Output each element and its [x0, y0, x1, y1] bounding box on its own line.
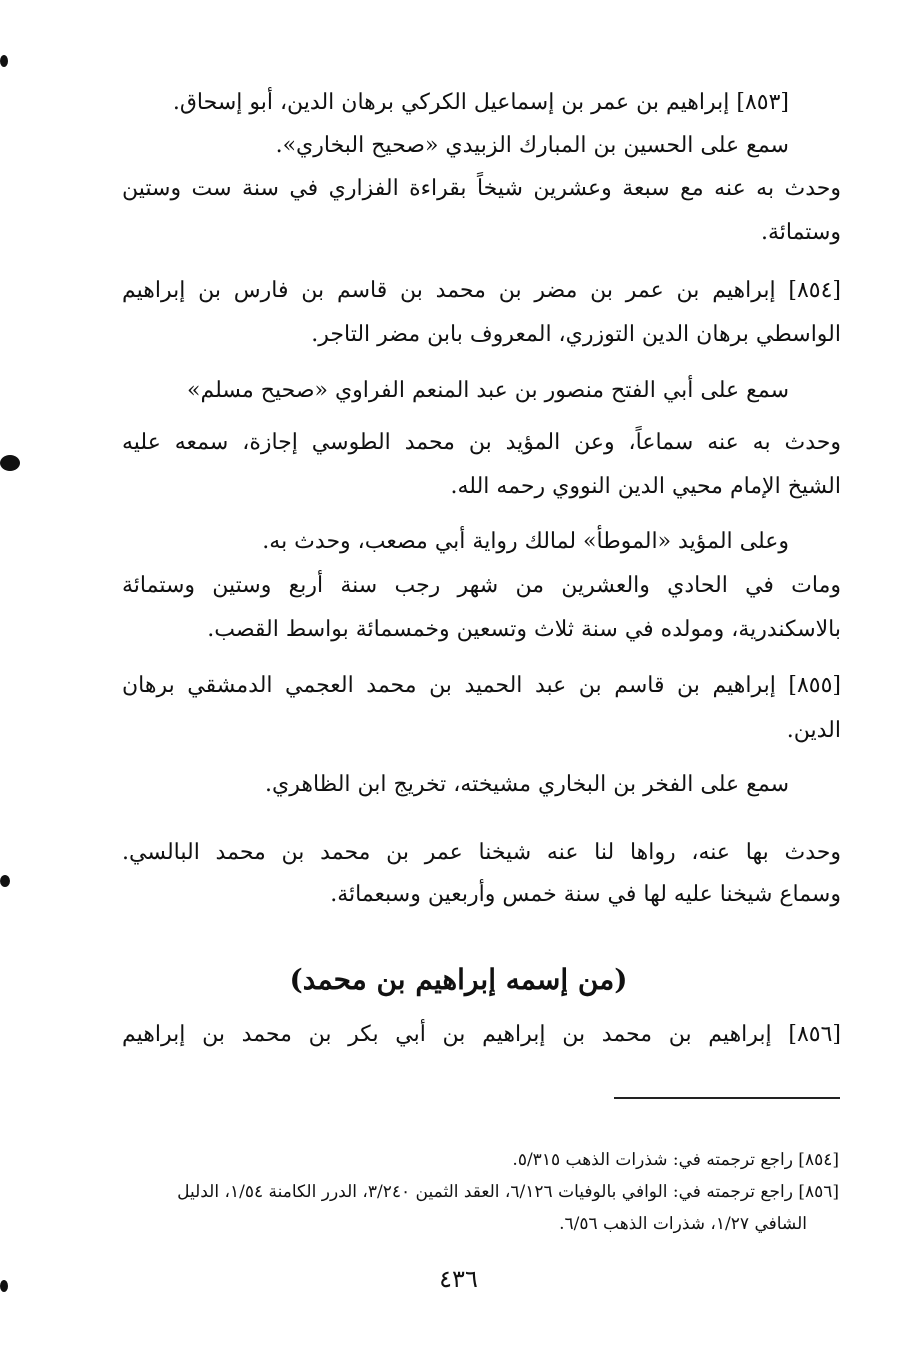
section-heading: (من إسمه إبراهيم بن محمد) — [289, 963, 628, 996]
entry-854-text: الشيخ الإمام محيي الدين النووي رحمه الله. — [450, 474, 841, 499]
entry-854-text: ومات في الحادي والعشرين من شهر رجب سنة أربع وستين وستمائة — [122, 573, 841, 598]
entry-854-text: بالاسكندرية، ومولده في سنة ثلاث وتسعين وخمسمائة بواسط القصب. — [207, 617, 841, 642]
footnote: [٨٥٤] راجع ترجمته في: شذرات الذهب ٥/٣١٥. — [512, 1150, 839, 1170]
scan-mark — [0, 455, 20, 471]
entry-854-title: الواسطي برهان الدين التوزري، المعروف بابن مضر التاجر. — [311, 322, 841, 347]
page-number: ٤٣٦ — [439, 1265, 478, 1293]
scan-mark — [0, 55, 8, 67]
entry-854-title: [٨٥٤] إبراهيم بن عمر بن مضر بن محمد بن قاسم بن فارس بن إبراهيم — [122, 278, 841, 303]
entry-854-text: سمع على أبي الفتح منصور بن عبد المنعم الفراوي «صحيح مسلم» — [186, 378, 789, 403]
entry-855-text: سمع على الفخر بن البخاري مشيخته، تخريج ابن الظاهري. — [265, 772, 789, 797]
entry-855-text: وحدث بها عنه، رواها لنا عنه شيخنا عمر بن محمد بن محمد البالسي. — [122, 840, 841, 865]
entry-853-title: [٨٥٣] إبراهيم بن عمر بن إسماعيل الكركي برهان الدين، أبو إسحاق. — [172, 90, 789, 115]
entry-855-title: الدين. — [786, 718, 841, 743]
footnote: الشافي ١/٢٧، شذرات الذهب ٦/٥٦. — [559, 1214, 807, 1234]
entry-855-text: وسماع شيخنا عليه لها في سنة خمس وأربعين وسبعمائة. — [330, 882, 841, 907]
entry-854-text: وعلى المؤيد «الموطأ» لمالك رواية أبي مصعب، وحدث به. — [262, 529, 789, 554]
entry-856-title: [٨٥٦] إبراهيم بن محمد بن إبراهيم بن أبي بكر بن محمد بن إبراهيم — [122, 1022, 841, 1047]
entry-853-text: وستمائة. — [760, 220, 841, 245]
entry-853-text: وحدث به عنه مع سبعة وعشرين شيخاً بقراءة الفزاري في سنة ست وستين — [122, 176, 841, 201]
entry-855-title: [٨٥٥] إبراهيم بن قاسم بن عبد الحميد بن محمد العجمي الدمشقي برهان — [122, 673, 841, 698]
entry-853-text: سمع على الحسين بن المبارك الزبيدي «صحيح البخاري». — [275, 133, 789, 158]
entry-854-text: وحدث به عنه سماعاً، وعن المؤيد بن محمد الطوسي إجازة، سمعه عليه — [122, 430, 841, 455]
footnote: [٨٥٦] راجع ترجمته في: الوافي بالوفيات ٦/١٢٦، العقد الثمين ٣/٢٤٠، الدرر الكامنة ١/٥٤، الدليل — [177, 1182, 839, 1202]
footnote-separator — [614, 1097, 840, 1099]
scan-mark — [0, 875, 10, 887]
